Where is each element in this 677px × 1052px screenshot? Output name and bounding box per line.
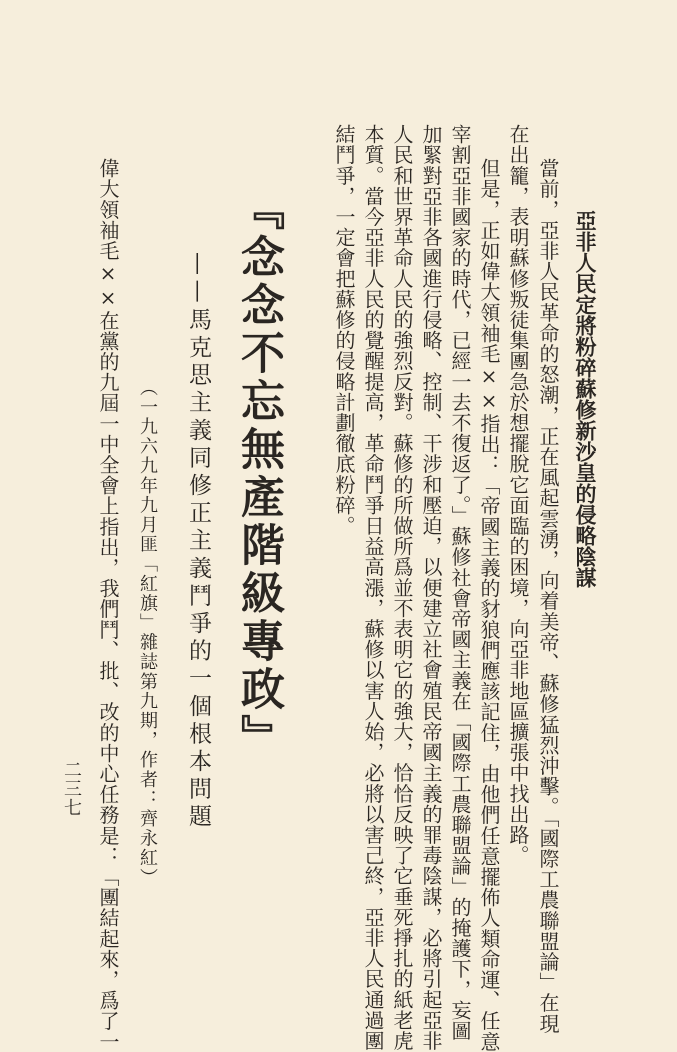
article-source: （一九六九年九月匪「紅旗」雜誌第九期，作者：齊永紅） (137, 378, 158, 888)
paragraph-line: 結鬥爭，一定會把蘇修的侵略計劃徹底粉碎。 (332, 124, 356, 536)
article-heading: 『念念不忘無產階級專政』 (233, 186, 284, 762)
page-number: 二三七 (61, 760, 82, 817)
paragraph-line: 當前，亞非人民革命的怒潮，正在風起雲湧，向着美帝、蘇修猛烈沖擊。「國際工農聯盟論」在現 (536, 158, 560, 1034)
article-title: 亞非人民定將粉碎蘇修新沙皇的侵略陰謀 (573, 210, 598, 588)
paragraph-line: 宰割亞非國家的時代，已經一去不復返了。」蘇修社會帝國主義在「國際工農聯盟論」的掩護下，妄圖 (448, 124, 472, 1041)
paragraph-line: 在出籠，表明蘇修叛徒集團急於想擺脫它面臨的困境，向亞非地區擴張中找出路。 (506, 124, 530, 866)
article-subtitle: ——馬克思主義同修正主義鬥爭的一個根本問題 (185, 252, 211, 832)
paragraph-line: 加緊對亞非各國進行侵略、控制、干涉和壓迫，以便建立社會殖民帝國主義的罪毒陰謀，必將引起亞非 (419, 124, 443, 1051)
paragraph-line: 但是，正如偉大領袖毛××指出：「帝國主義的豺狼們應該記住，由他們任意擺佈人類命運、任意 (477, 158, 501, 1052)
paragraph-line: 本質。當今亞非人民的覺醒提高，革命鬥爭日益高漲，蘇修以害人始，必將以害己終，亞非人民通過團 (361, 124, 385, 1051)
paragraph-line: 人民和世界革命人民的強烈反對。蘇修的所做所爲並不表明它的強大，恰恰反映了它垂死掙扎的紙老虎 (390, 124, 414, 1051)
paragraph-line: 偉大領袖毛××在黨的九屆一中全會上指出，我們鬥、批、改的中心任務是：「團結起來，爲了一 (96, 158, 120, 1052)
